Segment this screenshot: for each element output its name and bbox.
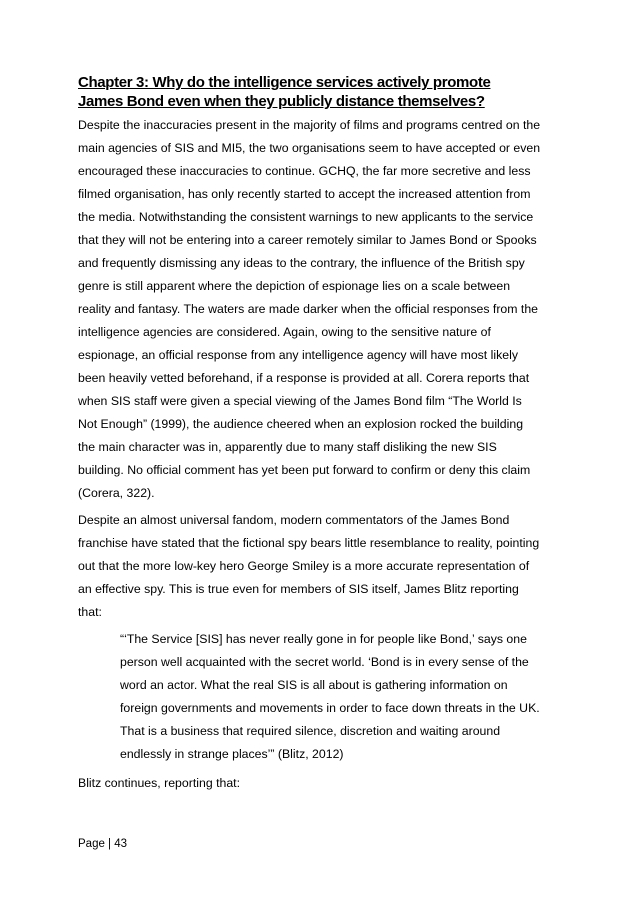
page-number: Page | 43 <box>78 838 128 850</box>
text-line: that: <box>78 605 102 619</box>
text-line: filmed organisation, has only recently started to accept the increased attention from <box>78 187 531 201</box>
chapter-heading-line: Chapter 3: Why do the intelligence services actively promote <box>78 74 491 91</box>
quote-line: person well acquainted with the secret world. ‘Bond is in every sense of the <box>120 655 529 669</box>
quote-line: That is a business that required silence, discretion and waiting around <box>120 724 501 738</box>
quote-line: “‘The Service [SIS] has never really gone in for people like Bond,’ says one <box>120 632 527 646</box>
text-line: out that the more low-key hero George Smiley is a more accurate representation of <box>78 559 530 573</box>
text-line: been heavily vetted beforehand, if a response is provided at all. Corera reports that <box>78 371 530 385</box>
quote-line: word an actor. What the real SIS is all about is gathering information on <box>120 678 508 692</box>
text-line: when SIS staff were given a special viewing of the James Bond film “The World Is <box>78 394 522 408</box>
text-line: that they will not be entering into a career remotely similar to James Bond or Spooks <box>78 233 537 247</box>
text-line: an effective spy. This is true even for members of SIS itself, James Blitz reporting <box>78 582 519 596</box>
text-line: franchise have stated that the fictional spy bears little resemblance to reality, pointing <box>78 536 540 550</box>
text-line: main agencies of SIS and MI5, the two organisations seem to have accepted or even <box>78 141 541 155</box>
text-line: building. No official comment has yet been put forward to confirm or deny this claim <box>78 463 531 477</box>
quote-line: foreign governments and movements in order to face down threats in the UK. <box>120 701 540 715</box>
text-line: genre is still apparent where the depiction of espionage lies on a scale between <box>78 279 511 293</box>
text-line: Despite the inaccuracies present in the majority of films and programs centred on the <box>78 118 541 132</box>
text-line: (Corera, 322). <box>78 486 155 500</box>
text-line: the main character was in, apparently due to many staff disliking the new SIS <box>78 440 497 454</box>
paragraph-blitz <box>78 772 562 795</box>
text-line: Blitz continues, reporting that: <box>78 776 240 790</box>
text-line: Not Enough” (1999), the audience cheered when an explosion rocked the building <box>78 417 524 431</box>
text-line: Despite an almost universal fandom, modern commentators of the James Bond <box>78 513 510 527</box>
text-line: reality and fantasy. The waters are made darker when the official responses from the <box>78 302 539 316</box>
chapter-heading-line: James Bond even when they publicly distance themselves? <box>78 93 485 110</box>
chapter-heading <box>78 73 562 111</box>
paragraph-intro <box>78 114 562 505</box>
text-line: encouraged these inaccuracies to continue. GCHQ, the far more secretive and less <box>78 164 531 178</box>
text-line: and frequently dismissing any ideas to the contrary, the influence of the British spy <box>78 256 525 270</box>
paragraph-fandom <box>78 509 562 624</box>
block-quote <box>120 628 562 766</box>
text-line: espionage, an official response from any intelligence agency will have most likely <box>78 348 518 362</box>
text-line: intelligence agencies are considered. Again, owing to the sensitive nature of <box>78 325 491 339</box>
text-line: the media. Notwithstanding the consistent warnings to new applicants to the service <box>78 210 534 224</box>
page-body <box>78 73 562 795</box>
quote-line: endlessly in strange places’” (Blitz, 2012) <box>120 747 344 761</box>
